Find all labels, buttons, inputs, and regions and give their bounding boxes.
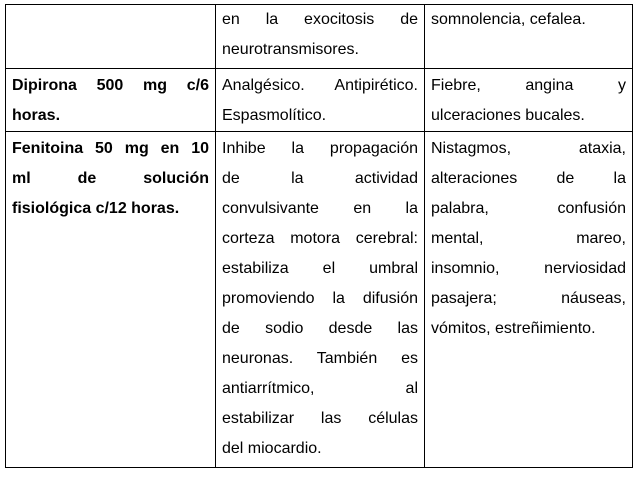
- cell-line: convulsivante en la: [222, 200, 418, 217]
- cell-line: palabra, confusión: [431, 200, 626, 217]
- cell-line: neuronas. También es: [222, 350, 418, 367]
- cell-line: horas.: [12, 107, 61, 124]
- effects-cell: [425, 132, 633, 468]
- table-row: [6, 69, 633, 132]
- cell-line: pasajera; náuseas,: [431, 290, 626, 307]
- cell-line: mental, mareo,: [431, 230, 626, 247]
- cell-line: de la actividad: [222, 170, 418, 187]
- cell-line: fisiológica c/12 horas.: [12, 200, 180, 217]
- cell-line: de sodio desde las: [222, 320, 418, 337]
- table-row: [6, 132, 633, 468]
- drug-cell: [6, 5, 216, 69]
- medication-table: [5, 4, 633, 468]
- action-cell: [216, 69, 425, 132]
- cell-line: Espasmolítico.: [222, 107, 327, 124]
- action-cell: [216, 5, 425, 69]
- cell-line: alteraciones de la: [431, 170, 626, 187]
- cell-line: insomnio, nerviosidad: [431, 260, 626, 277]
- cell-line: estabilizar las células: [222, 410, 418, 427]
- cell-line: ulceraciones bucales.: [431, 107, 585, 124]
- cell-line: Inhibe la propagación: [222, 140, 418, 157]
- effects-cell: [425, 5, 633, 69]
- cell-line: somnolencia, cefalea.: [431, 11, 586, 28]
- cell-line: corteza motora cerebral:: [222, 230, 418, 247]
- cell-line: Analgésico. Antipirético.: [222, 77, 418, 94]
- cell-line: Fiebre, angina y: [431, 77, 626, 94]
- cell-line: promoviendo la difusión: [222, 290, 418, 307]
- drug-cell: [6, 132, 216, 468]
- cell-line: ml de solución: [12, 170, 209, 187]
- cell-line: del miocardio.: [222, 440, 322, 457]
- cell-line: estabiliza el umbral: [222, 260, 418, 277]
- cell-line: antiarrítmico, al: [222, 380, 418, 397]
- cell-line: Nistagmos, ataxia,: [431, 140, 626, 157]
- cell-line: Dipirona 500 mg c/6: [12, 77, 209, 94]
- cell-line: Fenitoina 50 mg en 10: [12, 140, 209, 157]
- drug-cell: [6, 69, 216, 132]
- cell-line: vómitos, estreñimiento.: [431, 320, 596, 337]
- action-cell: [216, 132, 425, 468]
- effects-cell: [425, 69, 633, 132]
- cell-line: en la exocitosis de: [222, 11, 418, 28]
- cell-line: neurotransmisores.: [222, 41, 359, 58]
- table-row: [6, 5, 633, 69]
